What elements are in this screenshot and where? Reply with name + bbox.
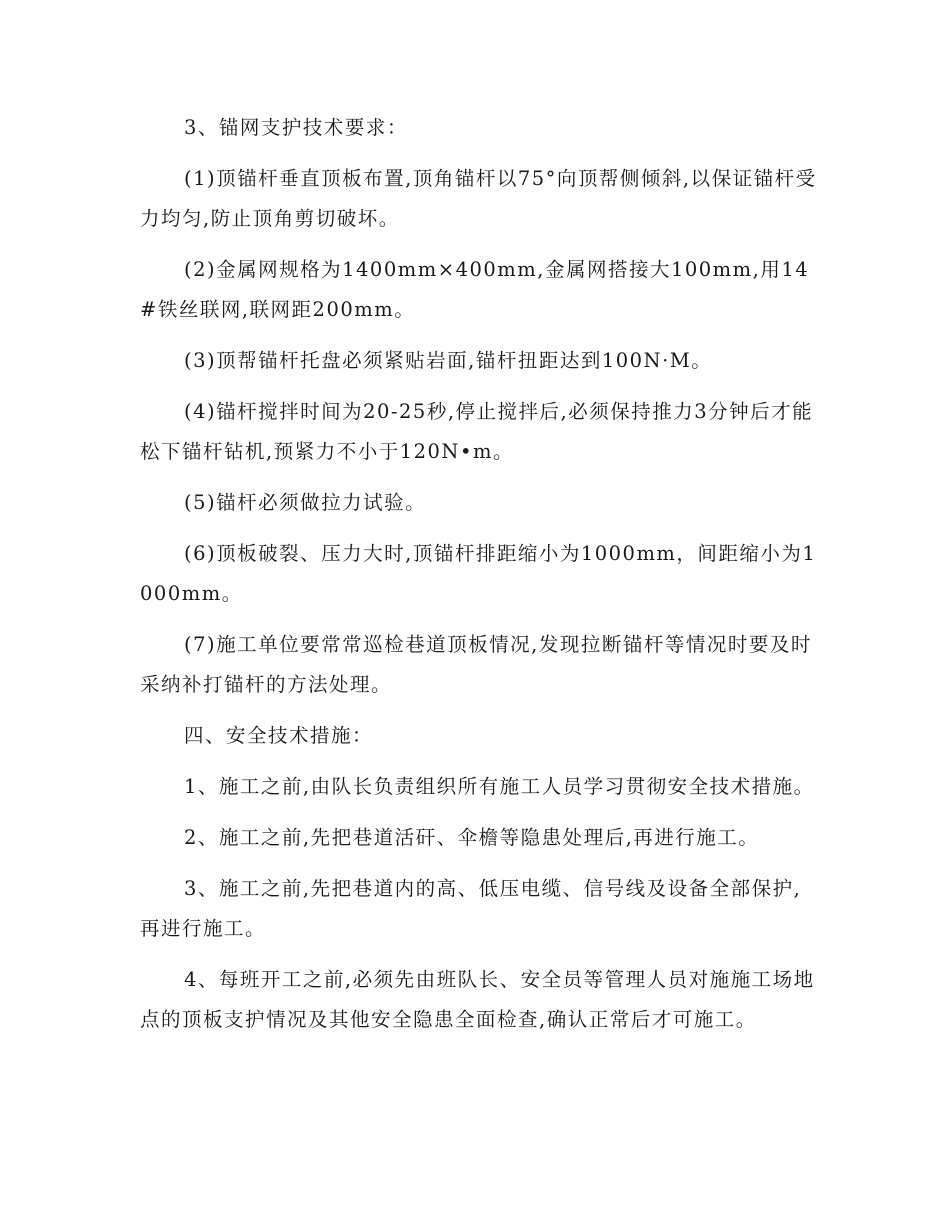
section-heading-safety: 四、安全技术措施：: [184, 724, 374, 747]
paragraph-item-5: (5)锚杆必须做拉力试验。: [184, 491, 427, 514]
paragraph-item-6: (6)顶板破裂、压力大时,顶锚杆排距缩小为1000mm，间距缩小为1000mm。: [140, 542, 817, 605]
document-body: [140, 108, 820, 1051]
paragraph-item-7: (7)施工单位要常常巡检巷道顶板情况,发现拉断锚杆等情况时要及时采纳补打锚杆的方法处理。: [140, 633, 812, 696]
paragraph-item-1: (1)顶锚杆垂直顶板布置,顶角锚杆以75°向顶帮侧倾斜,以保证锚杆受力均匀,防止顶角剪切破坏。: [140, 167, 817, 230]
safety-measure-4: 4、每班开工之前,必须先由班队长、安全员等管理人员对施施工场地点的顶板支护情况及其他安全隐患全面检查,确认正常后才可施工。: [140, 968, 815, 1031]
paragraph-item-3: (3)顶帮锚杆托盘必须紧贴岩面,锚杆扭距达到100N·M。: [184, 349, 713, 372]
paragraph-item-4: (4)锚杆搅拌时间为20-25秒,停止搅拌后,必须保持推力3分钟后才能松下锚杆钻机,预紧力不小于120N•m。: [140, 400, 814, 463]
safety-measure-2: 2、施工之前,先把巷道活矸、伞檐等隐患处理后,再进行施工。: [184, 826, 760, 849]
paragraph-item-2: (2)金属网规格为1400mm×400mm,金属网搭接大100mm,用14#铁丝联网,联网距200mm。: [140, 258, 810, 321]
section-heading-anchor-mesh: 3、锚网支护技术要求：: [184, 116, 408, 139]
safety-measure-3: 3、施工之前,先把巷道内的高、低压电缆、信号线及设备全部保护,再进行施工。: [140, 877, 802, 940]
safety-measure-1: 1、施工之前,由队长负责组织所有施工人员学习贯彻安全技术措施。: [184, 775, 815, 798]
